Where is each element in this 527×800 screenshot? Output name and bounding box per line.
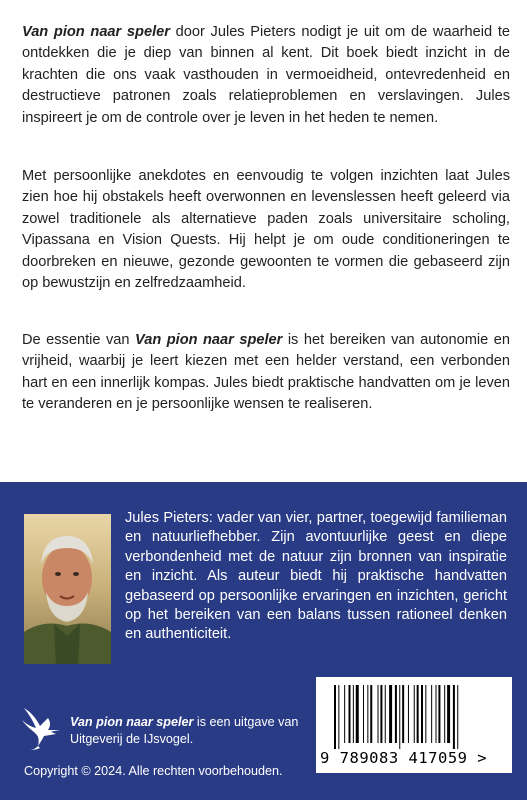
barcode-bar — [414, 685, 415, 743]
description-paragraph-3 — [22, 330, 510, 416]
description-paragraph-2: Met persoonlijke anekdotes en eenvoudig te volgen inzichten laat Jules zien hoe hij obstakels heeft overwonnen en levenslessen heeft geleerd via zowel traditionele als alternatieve paden zoals universitaire scholing, Vipassana en Vision Quests. Hij helpt je om oude conditioneringen te doorbreken en nieuwe, gezonde gewoonten te vormen die gebaseerd zijn op bewustzijn en zelfredzaamheid. — [22, 168, 510, 292]
book-title: Van pion naar speler — [135, 332, 283, 348]
barcode-bar — [457, 685, 458, 749]
barcode-bar — [421, 685, 423, 743]
barcode-bar — [349, 685, 351, 743]
barcode-bar — [402, 685, 404, 743]
barcode-bar — [408, 685, 409, 743]
barcode-bar — [447, 685, 450, 743]
isbn-number: 9 789083 417059 > — [320, 749, 488, 767]
description-paragraph-1 — [22, 22, 510, 129]
barcode-bar — [438, 685, 440, 743]
barcode-bar — [389, 685, 392, 743]
barcode-bar — [370, 685, 372, 743]
author-panel — [0, 482, 527, 800]
publisher-text: is een uitgave van Uitgeverij de IJsvogel. — [70, 715, 299, 746]
paragraph-text: is het bereiken van autonomie en vrijheid, waarbij je leert kiezen met een helder verstand, een verbonden hart en een innerlijk kompas. Jules biedt praktische handvatten om je leven te veranderen en je persoonlijke wensen te realiseren. — [22, 332, 510, 413]
kingfisher-bird-icon — [18, 704, 62, 752]
copyright-notice: Copyright © 2024. Alle rechten voorbehouden. — [24, 764, 283, 778]
author-photo — [24, 514, 111, 664]
book-title: Van pion naar speler — [22, 24, 170, 40]
paragraph-text: door Jules Pieters nodigt je uit om de waarheid te ontdekken die je diep van binnen al kent. Dit boek biedt inzicht in de krachten die ons vaak vasthouden in vermoeidheid, ontevredenheid en destructieve patronen zoals relatieproblemen en verslavingen. Jules inspireert je om de controle over je leven in het heden te nemen. — [22, 24, 510, 126]
publisher-note — [70, 714, 310, 748]
barcode-bar — [417, 685, 419, 743]
author-bio: Jules Pieters: vader van vier, partner, toegewijd familieman en natuurliefhebber. Zijn avontuurlijke geest en diepe verbondenheid met de natuur zijn bronnen van inspiratie en inzicht. Als auteur biedt hij praktische handvatten gebaseerd op persoonlijke ervaringen en inzichten, gericht op het bereiken van een balans tussen rationeel denken en authenticiteit. — [125, 510, 507, 643]
barcode-bar — [399, 685, 400, 749]
paragraph-text: De essentie van — [22, 332, 136, 348]
barcode-bar — [380, 685, 382, 743]
barcode-bar — [378, 685, 379, 743]
barcode-bars — [334, 685, 494, 749]
barcode-bar — [334, 685, 336, 749]
barcode-bar — [395, 685, 397, 743]
barcode-bar — [431, 685, 432, 743]
barcode-bar — [453, 685, 455, 749]
isbn-barcode — [316, 677, 512, 773]
book-title: Van pion naar speler — [70, 715, 194, 729]
barcode-bar — [444, 685, 445, 743]
barcode-bar — [367, 685, 368, 743]
barcode-bar — [436, 685, 437, 743]
barcode-bar — [338, 685, 339, 749]
barcode-bar — [356, 685, 359, 743]
barcode-bar — [363, 685, 364, 743]
barcode-bar — [425, 685, 426, 743]
barcode-bar — [344, 685, 345, 743]
barcode-bar — [385, 685, 386, 743]
barcode-bar — [353, 685, 354, 743]
